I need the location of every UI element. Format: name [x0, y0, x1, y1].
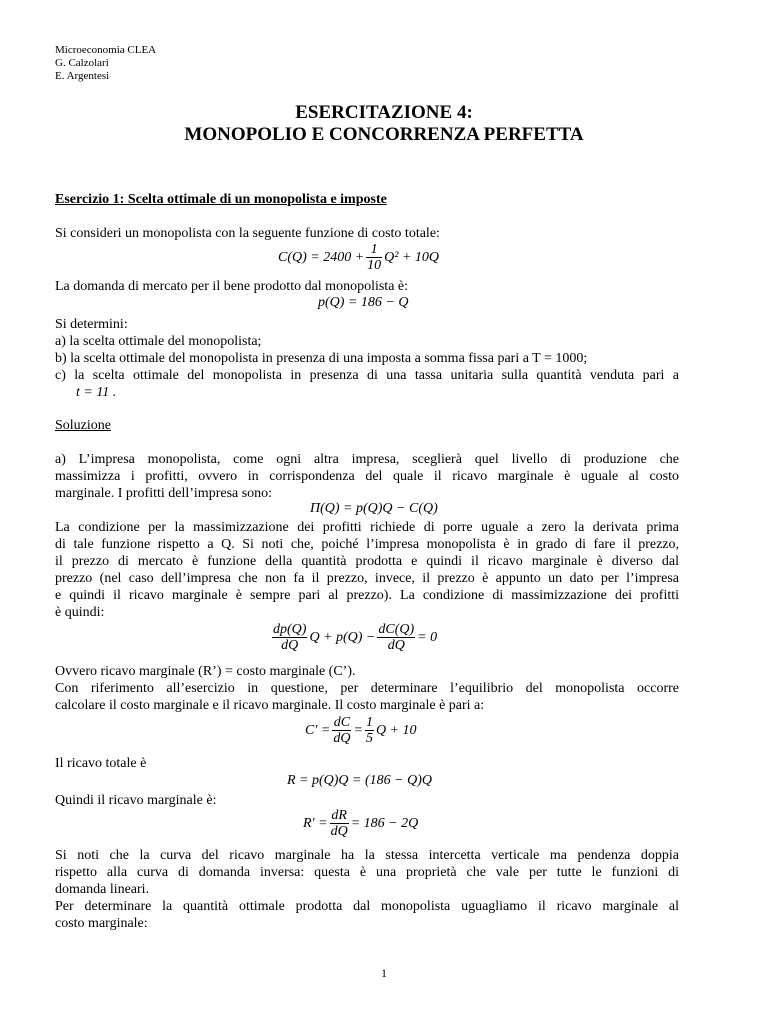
solution-p7-line-2: rispetto alla curva di domanda inversa: questa è una proprietà che vale per tutte le funzioni di [55, 865, 679, 880]
page-number: 1 [381, 966, 387, 980]
revenue-equation: R = p(Q)Q = (186 − Q)Q [287, 773, 432, 788]
header-course: Microeconomia CLEA [55, 44, 157, 56]
solution-p2-line-1: La condizione per la massimizzazione dei profitti richiede di porre uguale a zero la derivata prima [55, 520, 679, 535]
solution-p2-line-6: è quindi: [55, 605, 105, 620]
solution-p1-line-2: massimizza i profitti, ovvero in corrispondenza del quale il ricavo marginale è uguale al costo [55, 469, 679, 484]
mr-rhs: = 186 − 2Q [350, 815, 419, 831]
solution-p8-line-1: Per determinare la quantità ottimale prodotta dal monopolista uguagliamo il ricavo marginale al [55, 899, 679, 914]
mr-den: dQ [330, 824, 348, 839]
cost-eq-rhs: Q² + 10Q [384, 249, 440, 265]
solution-p8-line-2: costo marginale: [55, 916, 148, 931]
header-author-1: G. Calzolari [55, 57, 109, 69]
exercise-intro: Si consideri un monopolista con la seguente funzione di costo totale: [55, 226, 440, 241]
mc-den-2: 5 [365, 731, 373, 746]
solution-p4-line-1: Con riferimento all’esercizio in questione, per determinare l’equilibrio del monopolista occorre [55, 681, 679, 696]
demand-intro: La domanda di mercato per il bene prodotto dal monopolista è: [55, 279, 409, 294]
solution-p2-line-4: prezzo (nel caso dell’impresa che non fa il prezzo, invece, il prezzo è appunto un dato per l’impresa [55, 571, 679, 586]
solution-heading: Soluzione [55, 418, 111, 433]
foc-fraction-2 [377, 622, 415, 653]
solution-p1-line-3: marginale. I profitti dell’impresa sono: [55, 486, 273, 501]
foc-mid: Q + p(Q) − [309, 629, 376, 645]
item-c-line-2: t = 11 . [76, 385, 117, 400]
foc-den-1: dQ [281, 638, 299, 653]
determine-label: Si determini: [55, 317, 128, 332]
solution-p2-line-3: il prezzo di mercato è funzione della quantità prodotta e quindi il ricavo marginale è diverso dal [55, 554, 679, 569]
item-a: a) la scelta ottimale del monopolista; [55, 334, 262, 349]
mc-fraction-2 [365, 715, 374, 746]
mc-num-2: 1 [365, 715, 373, 730]
cost-eq-lhs: C(Q) = 2400 + [278, 249, 365, 265]
mc-den-1: dQ [333, 731, 351, 746]
cost-eq-num: 1 [366, 242, 382, 258]
mr-lhs: R′ = [303, 815, 328, 831]
solution-p7-line-1: Si noti che la curva del ricavo marginale ha la stessa intercetta verticale ma pendenza doppia [55, 848, 679, 863]
cost-eq-fraction [366, 242, 382, 273]
solution-p5: Il ricavo totale è [55, 756, 147, 771]
cost-eq-den: 10 [367, 258, 382, 273]
item-c-line-1: c) la scelta ottimale del monopolista in presenza di una tassa unitaria sulla quantità venduta pari a [55, 368, 679, 383]
profit-equation: Π(Q) = p(Q)Q − C(Q) [310, 501, 438, 516]
cost-equation [278, 242, 439, 273]
mc-rhs: Q + 10 [375, 722, 417, 738]
foc-num-1: dp(Q) [273, 622, 307, 637]
solution-p2-line-5: e quindi il ricavo marginale è sempre pari al prezzo). La condizione di massimizzazione dei profitti [55, 588, 679, 603]
mc-lhs: C′ = [305, 722, 331, 738]
foc-rhs: = 0 [417, 629, 438, 645]
solution-p7-line-3: domanda lineari. [55, 882, 150, 897]
solution-p4-line-2: calcolare il costo marginale e il ricavo marginale. Il costo marginale è pari a: [55, 698, 485, 713]
foc-num-2: dC(Q) [378, 622, 415, 637]
header-author-2: E. Argentesi [55, 70, 110, 82]
solution-p3: Ovvero ricavo marginale (R’) = costo marginale (C’). [55, 664, 356, 679]
mc-num-1: dC [333, 715, 351, 730]
item-b: b) la scelta ottimale del monopolista in presenza di una imposta a somma fissa pari a T = 1000; [55, 351, 588, 366]
title-line-2: MONOPOLIO E CONCORRENZA PERFETTA [184, 124, 584, 145]
solution-p6: Quindi il ricavo marginale è: [55, 793, 217, 808]
solution-p1-line-1: a) L’impresa monopolista, come ogni altra impresa, sceglierà quel livello di produzione che [55, 452, 679, 467]
solution-p2-line-2: di tale funzione rispetto a Q. Si noti che, poiché l’impresa monopolista è in grado di fare il prezzo, [55, 537, 679, 552]
mr-equation [303, 808, 418, 839]
foc-equation [270, 622, 437, 653]
mc-fraction-1 [332, 715, 351, 746]
mc-equation [305, 715, 417, 746]
mr-fraction [330, 808, 349, 839]
exercise-heading: Esercizio 1: Scelta ottimale di un monopolista e imposte [55, 192, 387, 207]
title-line-1: ESERCITAZIONE 4: [295, 102, 473, 123]
foc-den-2: dQ [387, 638, 405, 653]
demand-equation: p(Q) = 186 − Q [318, 295, 409, 310]
mr-num: dR [331, 808, 347, 823]
foc-fraction-1 [272, 622, 307, 653]
mc-eq: = [353, 722, 363, 738]
